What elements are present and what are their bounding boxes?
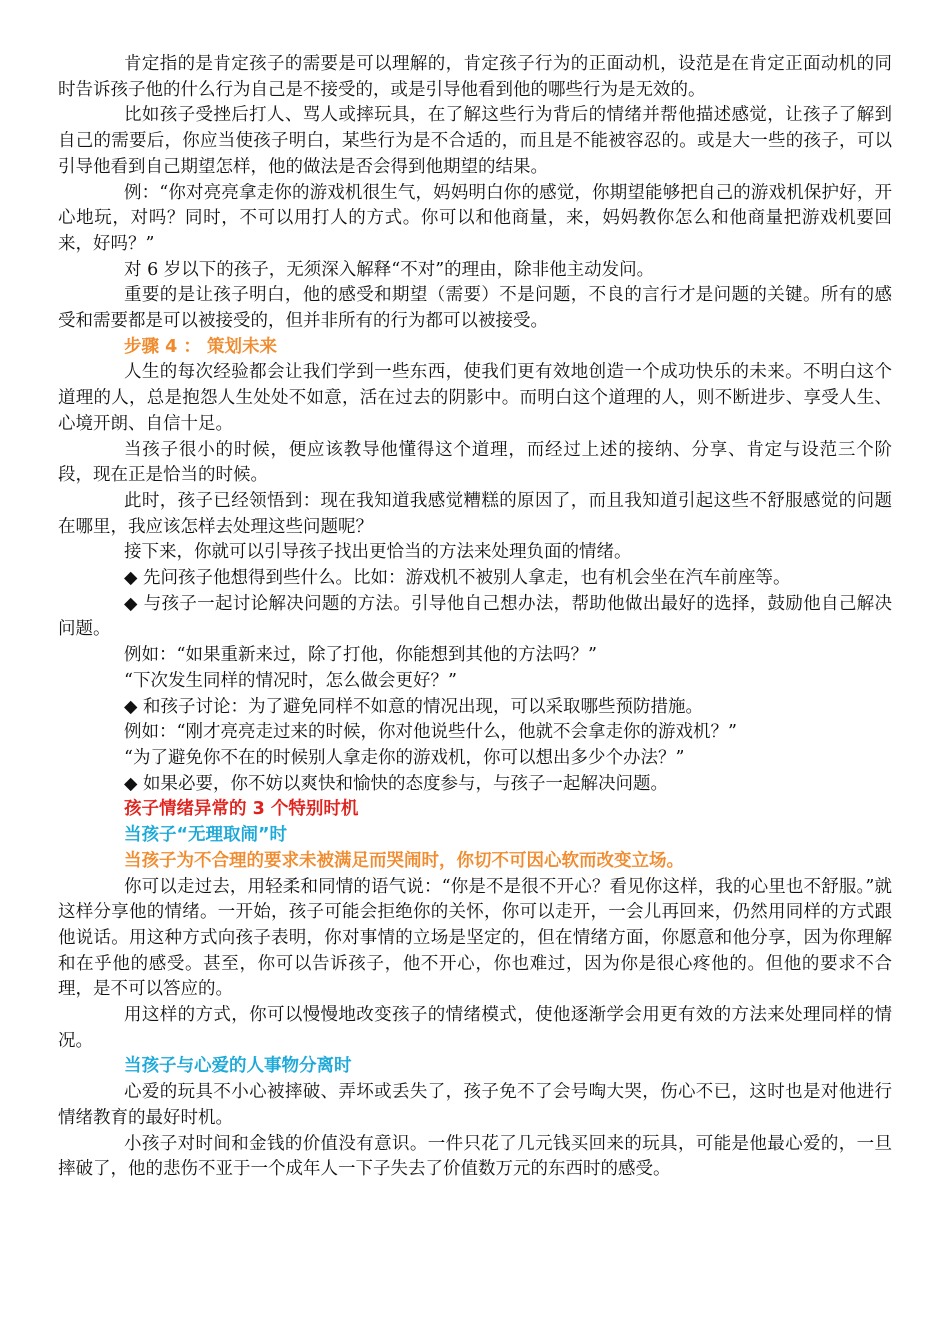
bullet-participate: ◆ 如果必要，你不妨以爽快和愉快的态度参与，与孩子一起解决问题。 <box>124 773 669 794</box>
paragraph-key-point: 重要的是让孩子明白，他的感受和期望（需要）不是问题，不良的言行才是问题的关键。所有的感受和需要都是可以被接受的，但并非所有的行为都可以被接受。 <box>58 285 892 332</box>
paragraph-change-pattern: 用这样的方式，你可以慢慢地改变孩子的情绪模式，使他逐渐学会用更有效的方法来处理同样的情况。 <box>58 1005 892 1051</box>
paragraph-broken-toy: 心爱的玩具不小心被摔破、弄坏或丢失了，孩子免不了会号啕大哭，伤心不已，这时也是对他进行情绪教育的最好时机。 <box>58 1082 892 1128</box>
paragraph-under-six: 对 6 岁以下的孩子，无须深入解释“不对”的理由，除非他主动发问。 <box>124 259 655 280</box>
paragraph-life-experience: 人生的每次经验都会让我们学到一些东西，使我们更有效地创造一个成功快乐的未来。不明白这个道理的人，总是抱怨人生处处不如意，活在过去的阴影中。而明白这个道理的人，则不断进步、享受人生、心境开朗、自信十足。 <box>58 362 892 434</box>
paragraph-value-awareness: 小孩子对时间和金钱的价值没有意识。一件只花了几元钱买回来的玩具，可能是他最心爱的，一旦摔破了，他的悲伤不亚于一个成年人一下子失去了价值数万元的东西时的感受。 <box>58 1133 892 1180</box>
example-how-many-ways: “为了避免你不在的时候别人拿走你的游戏机，你可以想出多少个办法？” <box>124 747 685 768</box>
example-redo: 例如：“如果重新来过，除了打他，你能想到其他的方法吗？” <box>124 645 597 666</box>
paragraph-example-dialogue: 例：“你对亮亮拿走你的游戏机很生气，妈妈明白你的感觉，你期望能够把自己的游戏机保护好，开心地玩，对吗？同时，不可以用打人的方式。你可以和他商量，来，妈妈教你怎么和他商量把游戏机要回来，好吗？” <box>58 182 892 254</box>
bullet-discuss-solutions: ◆ 与孩子一起讨论解决问题的方法。引导他自己想办法，帮助他做出最好的选择，鼓励他自己解决问题。 <box>58 593 892 640</box>
highlight-hold-position: 当孩子为不合理的要求未被满足而哭闹时，你切不可因心软而改变立场。 <box>124 850 684 871</box>
example-what-to-say: 例如：“刚才亮亮走过来的时候，你对他说些什么，他就不会拿走你的游戏机？” <box>124 722 737 743</box>
bullet-prevention: ◆ 和孩子讨论：为了避免同样不如意的情况出现，可以采取哪些预防措施。 <box>124 696 704 717</box>
paragraph-child-realizes: 此时，孩子已经领悟到：现在我知道我感觉糟糕的原因了，而且我知道引起这些不舒服感觉的问题在哪里，我应该怎样去处理这些问题呢？ <box>58 490 892 537</box>
paragraph-share-emotion: 你可以走过去，用轻柔和同情的语气说：“你是不是很不开心？看见你这样，我的心里也不舒服。”就这样分享他的情绪。一开始，孩子可能会拒绝你的关怀，你可以走开，一会儿再回来，仍然用同样的方式跟他说话。用这种方式向孩子表明，你对事情的立场是坚定的，但在情绪方面，你愿意和他分享，因为你理解和在乎他的感受。甚至，你可以告诉孩子，他不开心，你也难过，因为你是很心疼他的。但他的要求不合理，是不可以答应的。 <box>58 876 892 1000</box>
bullet-ask-wants: ◆ 先问孩子他想得到些什么。比如：游戏机不被别人拿走，也有机会坐在汽车前座等。 <box>124 568 791 589</box>
subheading-separation: 当孩子与心爱的人事物分离时 <box>124 1056 352 1077</box>
example-next-time: “下次发生同样的情况时，怎么做会更好？” <box>124 670 457 691</box>
paragraph-example-context: 比如孩子受挫后打人、骂人或摔玩具，在了解这些行为背后的情绪并帮他描述感觉，让孩子了解到自己的需要后，你应当使孩子明白，某些行为是不合适的，而且是不能被容忍的。或是大一些的孩子，可以引导他看到自己期望怎样，他的做法是否会得到他期望的结果。 <box>58 105 892 177</box>
step-4-heading: 步骤 4 ： 策划未来 <box>124 336 277 357</box>
paragraph-next-step: 接下来，你就可以引导孩子找出更恰当的方法来处理负面的情绪。 <box>124 542 632 563</box>
subheading-tantrum: 当孩子“无理取闹”时 <box>124 825 288 846</box>
paragraph-teach-early: 当孩子很小的时候，便应该教导他懂得这个道理，而经过上述的接纳、分享、肯定与设范三个阶段，现在正是恰当的时候。 <box>58 439 892 486</box>
section-heading-special-moments: 孩子情绪异常的 3 个特别时机 <box>124 799 359 820</box>
paragraph-affirm-definition: 肯定指的是肯定孩子的需要是可以理解的，肯定孩子行为的正面动机，设范是在肯定正面动机的同时告诉孩子他的什么行为自己是不接受的，或是引导他看到他的哪些行为是无效的。 <box>58 54 892 100</box>
